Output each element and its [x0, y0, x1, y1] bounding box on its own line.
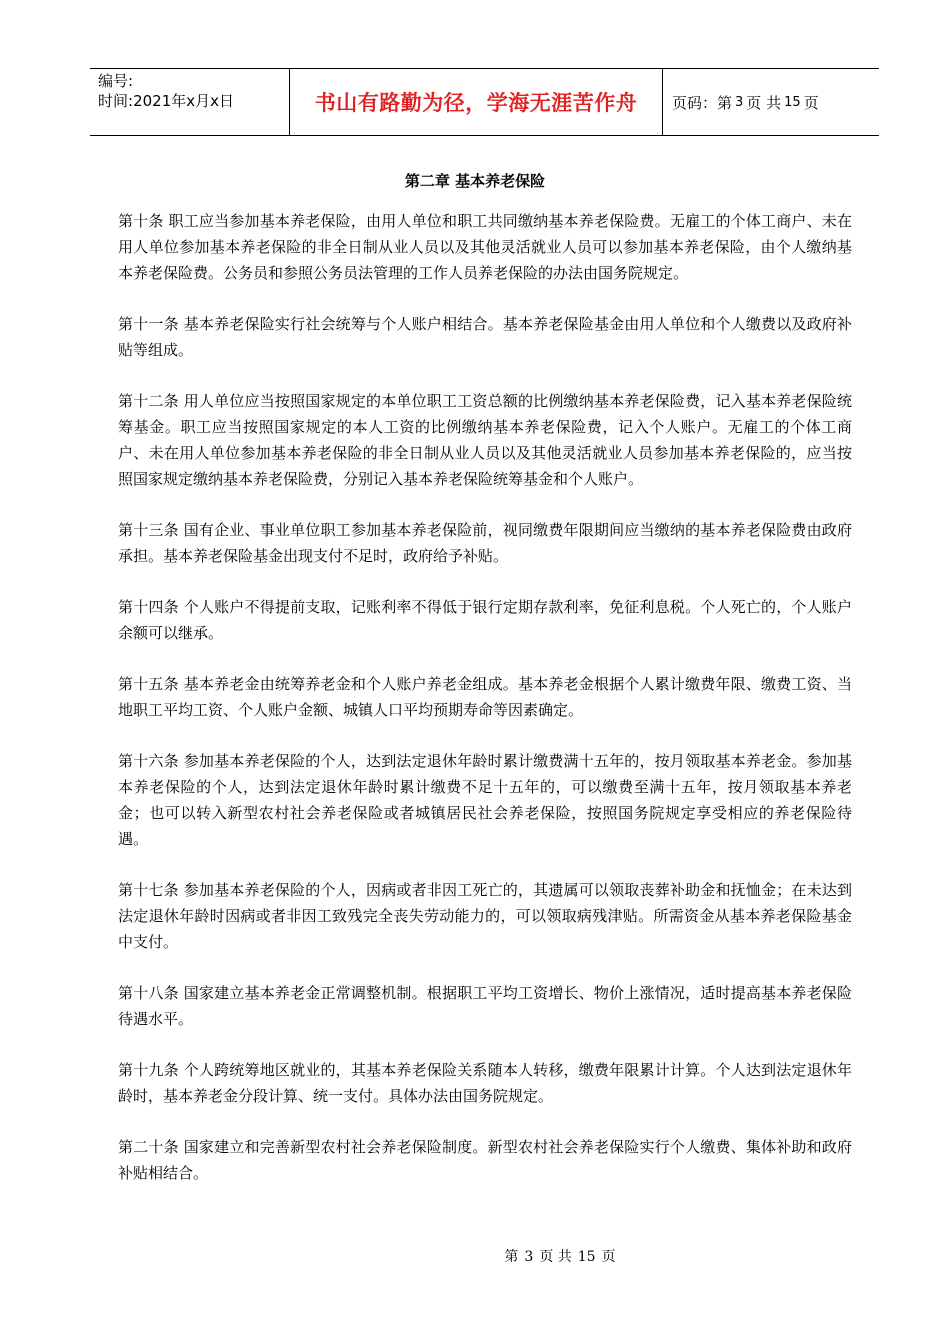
time-label: 时间: [98, 92, 134, 110]
time-line [98, 91, 289, 111]
article-17: 第十七条 参加基本养老保险的个人，因病或者非因工死亡的，其遗属可以领取丧葬补助金和抚恤金；在未达到法定退休年龄时因病或者非因工致残完全丧失劳动能力的，可以领取病残津贴。所需资金从基本养老保险基金中支付。 [118, 881, 852, 951]
article-11: 第十一条 基本养老保险实行社会统筹与个人账户相结合。基本养老保险基金由用人单位和个人缴费以及政府补贴等组成。 [118, 315, 852, 359]
article-18: 第十八条 国家建立基本养老金正常调整机制。根据职工平均工资增长、物价上涨情况，适时提高基本养老保险待遇水平。 [118, 984, 852, 1028]
article-19: 第十九条 个人跨统筹地区就业的，其基本养老保险关系随本人转移，缴费年限累计计算。个人达到法定退休年龄时，基本养老金分段计算、统一支付。具体办法由国务院规定。 [118, 1061, 852, 1105]
footer-mid: 页 共 [539, 1249, 572, 1265]
chapter-title: 第二章 基本养老保险 [404, 172, 546, 190]
article-12: 第十二条 用人单位应当按照国家规定的本单位职工工资总额的比例缴纳基本养老保险费，记入基本养老保险统筹基金。职工应当按照国家规定的本人工资的比例缴纳基本养老保险费，记入个人账户。无雇工的个体工商户、未在用人单位参加基本养老保险的非全日制从业人员以及其他灵活就业人员参加基本养老保险的，应当按照国家规定缴纳基本养老保险费，分别记入基本养老保险统筹基金和个人账户。 [118, 392, 852, 488]
time-value: 2021年x月x日 [133, 92, 234, 110]
article-13: 第十三条 国有企业、事业单位职工参加基本养老保险前，视同缴费年限期间应当缴纳的基本养老保险费由政府承担。基本养老保险基金出现支付不足时，政府给予补贴。 [118, 521, 852, 565]
page-current: 3 [735, 94, 744, 110]
number-label: 编号: [98, 72, 134, 90]
article-16: 第十六条 参加基本养老保险的个人，达到法定退休年龄时累计缴费满十五年的，按月领取基本养老金。参加基本养老保险的个人，达到法定退休年龄时累计缴费不足十五年的，可以缴费至满十五年，按月领取基本养老金；也可以转入新型农村社会养老保险或者城镇居民社会养老保险，按照国务院规定享受相应的养老保险待遇。 [118, 752, 852, 848]
article-20: 第二十条 国家建立和完善新型农村社会养老保险制度。新型农村社会养老保险实行个人缴费、集体补助和政府补贴相结合。 [118, 1138, 852, 1182]
page-end: 页 [803, 93, 819, 112]
footer-suffix: 页 [601, 1249, 616, 1265]
article-10: 第十条 职工应当参加基本养老保险，由用人单位和职工共同缴纳基本养老保险费。无雇工的个体工商户、未在用人单位参加基本养老保险的非全日制从业人员以及其他灵活就业人员可以参加基本养老保险，由个人缴纳基本养老保险费。公务员和参照公务员法管理的工作人员养老保险的办法由国务院规定。 [118, 212, 852, 282]
footer-current: 3 [524, 1249, 534, 1265]
footer-prefix: 第 [504, 1249, 519, 1265]
page-label: 页码：第 [672, 93, 733, 112]
page-footer [0, 1246, 950, 1266]
article-14: 第十四条 个人账户不得提前支取，记账利率不得低于银行定期存款利率，免征利息税。个人死亡的，个人账户余额可以继承。 [118, 598, 852, 642]
header-motto: 书山有路勤为径，学海无涯苦作舟 [290, 69, 663, 135]
header-meta [90, 69, 290, 135]
article-15: 第十五条 基本养老金由统筹养老金和个人账户养老金组成。基本养老金根据个人累计缴费年限、缴费工资、当地职工平均工资、个人账户金额、城镇人口平均预期寿命等因素确定。 [118, 675, 852, 719]
page-header [90, 68, 879, 136]
header-page-info [663, 69, 879, 135]
page-total: 15 [784, 94, 801, 110]
page-mid: 页 共 [746, 93, 782, 112]
footer-total: 15 [577, 1249, 596, 1265]
document-body [118, 208, 852, 1211]
